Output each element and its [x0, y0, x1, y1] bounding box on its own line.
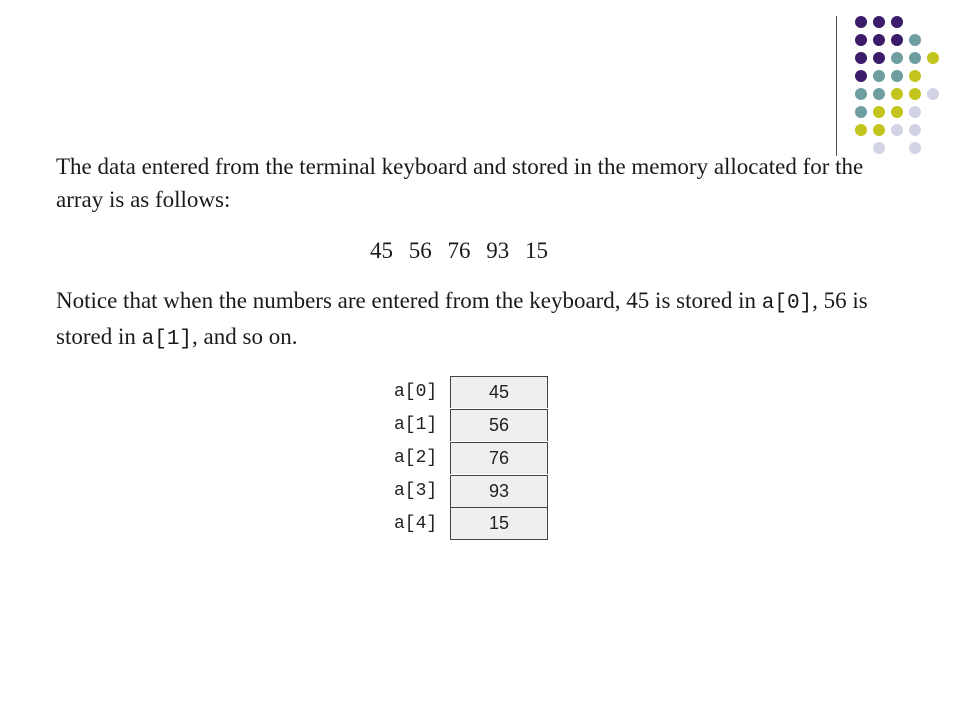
decorative-dot: [873, 34, 885, 46]
decorative-dot: [891, 124, 903, 136]
decorative-dot: [855, 88, 867, 100]
notice-text-2: , 56 is stored in: [56, 288, 868, 349]
array-memory-diagram: [394, 375, 548, 540]
decorative-dot: [873, 88, 885, 100]
array-row: [394, 441, 548, 474]
code-a1: a[1]: [141, 328, 193, 351]
decorative-dot: [855, 124, 867, 136]
decorative-dot: [927, 52, 939, 64]
decorative-dot: [873, 52, 885, 64]
paragraph-array-input: The data entered from the terminal keyboard and stored in the memory allocated for the array is as follows:: [56, 154, 864, 212]
decorative-dot: [909, 34, 921, 46]
decorative-dot: [855, 34, 867, 46]
decorative-dot: [873, 106, 885, 118]
paragraph-storage-notice: [56, 284, 906, 356]
array-cell-value: 45: [450, 376, 548, 408]
decorative-dot: [891, 88, 903, 100]
decorative-dot: [855, 16, 867, 28]
array-index-label: a[4]: [394, 513, 438, 534]
decorative-dot: [909, 124, 921, 136]
code-a0: a[0]: [761, 292, 813, 315]
decorative-dot: [891, 52, 903, 64]
array-row: [394, 408, 548, 441]
decorative-dot: [891, 16, 903, 28]
decorative-dot: [909, 106, 921, 118]
decorative-dot: [909, 88, 921, 100]
decorative-dot-grid: [0, 0, 960, 170]
array-row: [394, 507, 548, 540]
decorative-dot: [855, 52, 867, 64]
decorative-dot: [891, 34, 903, 46]
array-index-label: a[3]: [394, 480, 438, 501]
decorative-dot: [891, 70, 903, 82]
decorative-divider: [836, 16, 837, 156]
decorative-dot: [873, 16, 885, 28]
decorative-dot: [855, 106, 867, 118]
array-row: [394, 474, 548, 507]
array-index-label: a[0]: [394, 381, 438, 402]
array-cell-value: 93: [450, 475, 548, 507]
decorative-dot: [909, 142, 921, 154]
array-cell-value: 76: [450, 442, 548, 474]
decorative-dot: [891, 106, 903, 118]
array-cell-value: 56: [450, 409, 548, 441]
array-row: [394, 375, 548, 408]
decorative-dot: [927, 88, 939, 100]
array-index-label: a[1]: [394, 414, 438, 435]
decorative-dot: [873, 124, 885, 136]
array-cell-value: 15: [450, 507, 548, 540]
decorative-dot: [909, 70, 921, 82]
decorative-dot: [855, 70, 867, 82]
array-index-label: a[2]: [394, 447, 438, 468]
entered-numbers: 45 56 76 93 15: [370, 238, 548, 263]
notice-text-1: Notice that when the numbers are entered from the keyboard, 45 is stored in: [56, 288, 762, 313]
decorative-dot: [909, 52, 921, 64]
decorative-dot: [873, 70, 885, 82]
notice-text-3: , and so on.: [192, 324, 298, 349]
